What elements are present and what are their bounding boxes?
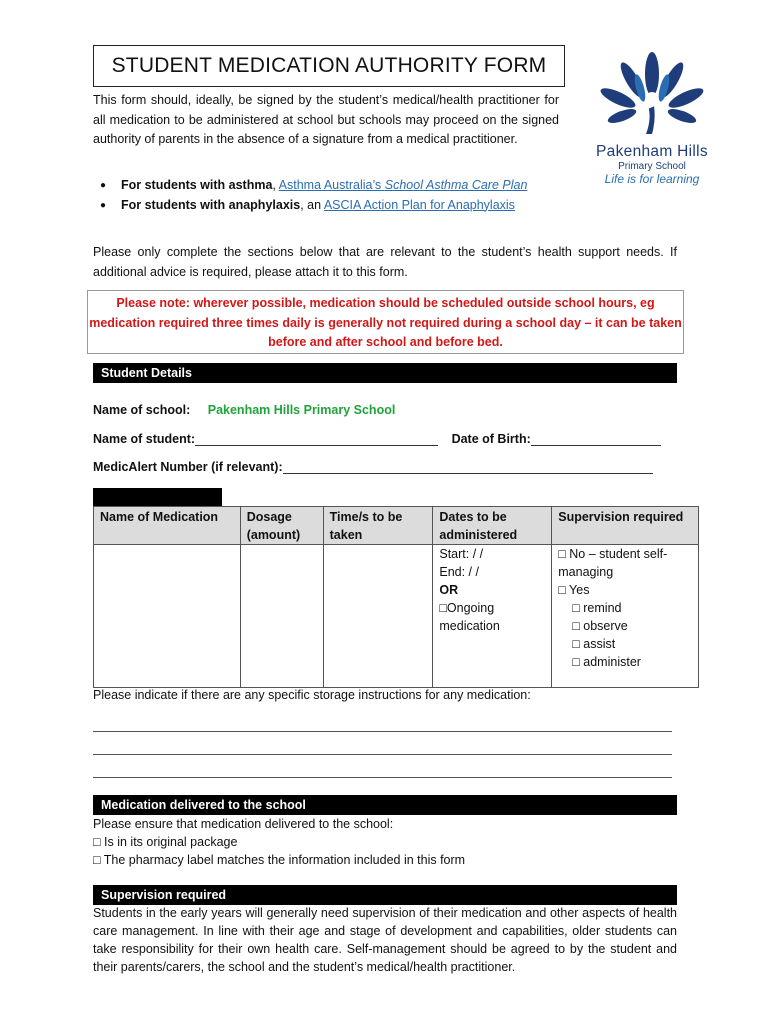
administer-checkbox[interactable]: □ administer bbox=[572, 655, 641, 669]
logo-tagline: Life is for learning bbox=[604, 172, 700, 186]
form-title: STUDENT MEDICATION AUTHORITY FORM bbox=[93, 45, 565, 87]
col-supervision: Supervision required bbox=[552, 507, 699, 545]
delivered-intro: Please ensure that medication delivered to the school: bbox=[93, 817, 394, 831]
school-name-row bbox=[93, 403, 395, 417]
start-date: Start: / / bbox=[439, 547, 484, 561]
guidance-bullets bbox=[100, 176, 570, 215]
or-label: OR bbox=[439, 583, 459, 597]
col-time: Time/s to be taken bbox=[323, 507, 433, 545]
remind-checkbox[interactable]: □ remind bbox=[572, 601, 622, 615]
yes-checkbox[interactable]: □ Yes bbox=[558, 583, 590, 597]
anaph-prefix: For students with anaphylaxis bbox=[121, 197, 301, 212]
logo-school-name: Pakenham Hills bbox=[596, 143, 708, 160]
supervision-cell bbox=[552, 545, 699, 688]
time-cell[interactable] bbox=[323, 545, 433, 688]
original-package-checkbox[interactable]: □ Is in its original package bbox=[93, 835, 238, 849]
ongoing-label: medication bbox=[439, 619, 500, 633]
storage-instructions-label: Please indicate if there are any specific storage instructions for any medication: bbox=[93, 688, 531, 702]
medicalert-field[interactable] bbox=[283, 460, 653, 474]
medicalert-label: MedicAlert Number (if relevant): bbox=[93, 460, 283, 474]
no-self-managing-checkbox[interactable]: □ No – student self- bbox=[558, 547, 668, 561]
observe-checkbox[interactable]: □ observe bbox=[572, 619, 628, 633]
medication-table bbox=[93, 506, 699, 688]
bullet-asthma bbox=[100, 176, 570, 196]
medication-name-cell[interactable] bbox=[94, 545, 241, 688]
school-label: Name of school: bbox=[93, 403, 191, 417]
supervision-text: Students in the early years will generally need supervision of their medication and other aspects of health care management. In line with their age and stage of development and capabilities, older students can take responsibility for their own health care. Self-management should be agreed to by the student and their parents/carers, the school and the student’s medical/health practitioner. bbox=[93, 906, 677, 974]
school-logo bbox=[588, 48, 716, 198]
storage-line-1[interactable] bbox=[93, 731, 672, 732]
asthma-sep: , bbox=[272, 178, 279, 192]
asthma-link-part-a: Asthma Australia’s bbox=[278, 178, 385, 192]
asthma-prefix: For students with asthma bbox=[121, 178, 273, 192]
dob-label: Date of Birth: bbox=[451, 432, 531, 446]
col-medication-name: Name of Medication bbox=[94, 507, 241, 545]
dates-cell[interactable] bbox=[433, 545, 552, 688]
col-dates: Dates to be administered bbox=[433, 507, 552, 545]
ascia-action-plan-link[interactable]: ASCIA Action Plan for Anaphylaxis bbox=[323, 197, 515, 212]
asthma-care-plan-link[interactable] bbox=[279, 178, 528, 192]
asthma-link-part-b: School Asthma Care Plan bbox=[384, 178, 528, 192]
dosage-cell[interactable] bbox=[240, 545, 323, 688]
pharmacy-label-checkbox[interactable]: □ The pharmacy label matches the information included in this form bbox=[93, 853, 466, 867]
medicalert-row bbox=[93, 460, 677, 474]
delivered-header: Medication delivered to the school bbox=[93, 795, 677, 815]
end-date: End: / / bbox=[439, 565, 479, 579]
storage-line-3[interactable] bbox=[93, 777, 672, 778]
logo-school-sub: Primary School bbox=[618, 161, 686, 172]
supervision-header: Supervision required bbox=[93, 885, 677, 905]
medication-table-tab bbox=[93, 488, 222, 506]
anaph-sep: , an bbox=[300, 197, 324, 212]
scheduling-note: Please note: wherever possible, medication should be scheduled outside school hours, eg medication required three times daily is generally not required during a school day – it can be taken before and after school and before bed. bbox=[87, 290, 684, 354]
flower-logo-icon bbox=[588, 48, 716, 140]
table-row bbox=[94, 545, 699, 688]
intro-paragraph: This form should, ideally, be signed by the student’s medical/health practitioner for all medication to be administered at school but schools may proceed on the signed authority of parents in the absence of a signature from a medical practitioner. bbox=[93, 93, 559, 146]
bullet-anaphylaxis bbox=[100, 196, 570, 216]
self-managing-label: managing bbox=[558, 565, 614, 579]
table-header-row bbox=[94, 507, 699, 545]
student-name-field[interactable] bbox=[195, 432, 438, 446]
col-dosage: Dosage (amount) bbox=[240, 507, 323, 545]
student-name-label: Name of student: bbox=[93, 432, 196, 446]
sections-instruction: Please only complete the sections below that are relevant to the student’s health support needs. If additional advice is required, please attach it to this form. bbox=[93, 245, 677, 279]
student-details-header: Student Details bbox=[93, 363, 677, 383]
storage-line-2[interactable] bbox=[93, 754, 672, 755]
school-value: Pakenham Hills Primary School bbox=[207, 403, 396, 417]
assist-checkbox[interactable]: □ assist bbox=[572, 637, 616, 651]
ongoing-checkbox[interactable]: □Ongoing bbox=[439, 601, 495, 615]
student-name-row bbox=[93, 432, 677, 446]
dob-field[interactable] bbox=[531, 432, 661, 446]
delivered-section bbox=[93, 815, 465, 869]
